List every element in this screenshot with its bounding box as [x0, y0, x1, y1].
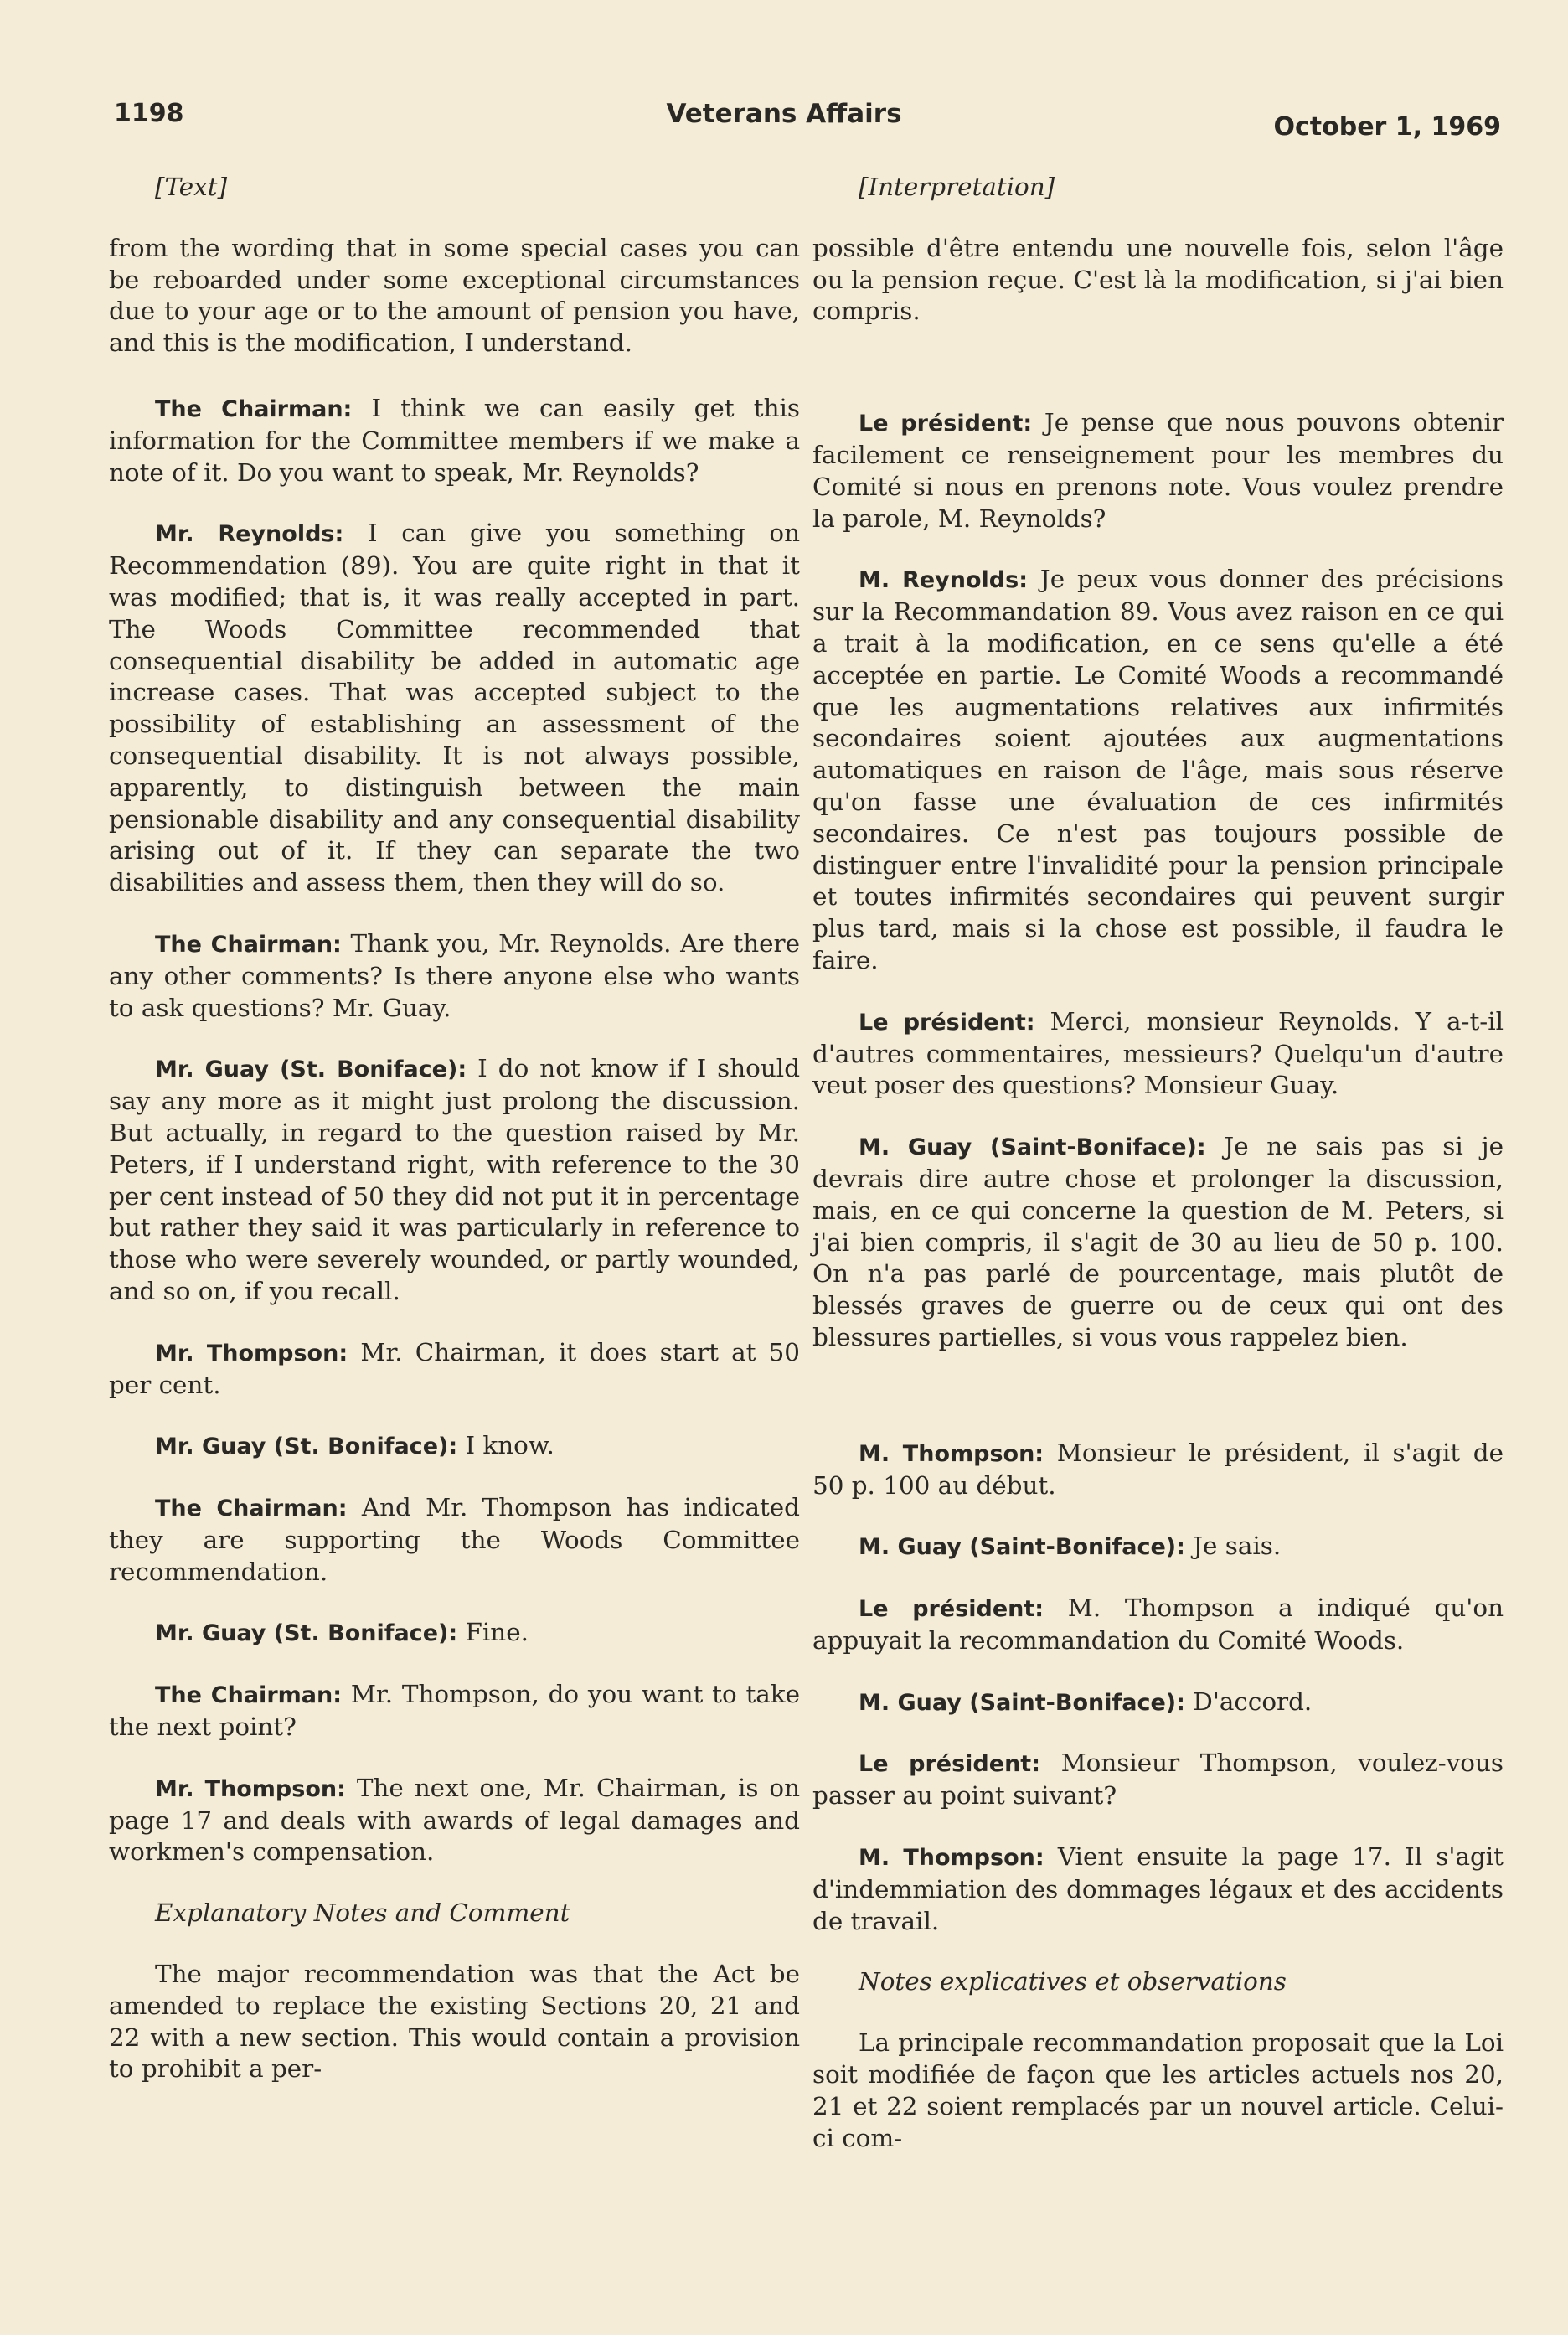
speaker-name: Mr. Thompson:	[155, 1775, 346, 1802]
speaker-name: Mr. Reynolds:	[155, 521, 344, 548]
speech-text: Je peux vous donner des précisions sur la Recommandation 89. Vous avez raison en ce qui a trait à la modification, en ce sens qu'elle a été acceptée en partie. Le Comité Woods a recommandé que les augmentations relatives aux infirmités secondaires soient ajoutées aux augmentations automatiques en raison de l'âge, mais sous réserve qu'on fasse une évaluation de ces infirmités secondaires. Ce n'est pas toujours possible de distinguer entre l'invalidité pour la pension principale et toutes infirmités secondaires qui peuvent surgir plus tard, mais si la chose est possible, il faudra le faire.	[812, 565, 1504, 974]
speech-text: The next one, Mr. Chairman, is on page 17 and deals with awards of legal damages and workmen's compensation.	[109, 1773, 801, 1867]
speech-paragraph	[812, 1531, 1504, 1563]
speech-paragraph	[109, 1430, 800, 1463]
speech-paragraph	[109, 1617, 800, 1650]
speech-paragraph	[109, 518, 800, 899]
speech-paragraph	[109, 1492, 800, 1588]
speech-paragraph	[812, 407, 1504, 535]
speech-paragraph	[812, 1687, 1504, 1719]
speech-text: M. Thompson a indiqué qu'on appuyait la recommandation du Comité Woods.	[812, 1594, 1504, 1655]
speech-paragraph	[109, 393, 800, 488]
speech-text: D'accord.	[1193, 1687, 1313, 1716]
speaker-name: M. Thompson:	[859, 1440, 1044, 1467]
speech-paragraph	[109, 928, 800, 1024]
intro-paragraph: from the wording that in some special cases you can be reboarded under some exceptional circumstances due to your age or to the amount of pension you have, and this is the modification, I understand.	[109, 233, 800, 358]
speech-text: Monsieur le président, il s'agit de 50 p. 100 au début.	[812, 1438, 1504, 1500]
speech-paragraph	[812, 1006, 1504, 1102]
speech-text: Je sais.	[1193, 1532, 1282, 1561]
speech-text: Mr. Chairman, it does start at 50 per cent.	[109, 1337, 801, 1399]
speaker-name: M. Guay (Saint-Boniface):	[859, 1134, 1206, 1161]
speech-text: Monsieur Thompson, voulez-vous passer au point suivant?	[812, 1749, 1504, 1811]
speech-text: I do not know if I should say any more as it might just prolong the discussion. But actually, in regard to the question raised by Mr. Peters, if I understand right, with reference to the 30 per cent instead of 50 they did not put it in percentage but rather they said it was particularly in reference to those who were severely wounded, or partly wounded, and so on, if you recall.	[109, 1054, 801, 1305]
speaker-name: M. Thompson:	[859, 1845, 1044, 1872]
speech-text: Merci, monsieur Reynolds. Y a-t-il d'autres commentaires, messieurs? Quelqu'un d'autre veut poser des questions? Monsieur Guay.	[812, 1006, 1504, 1100]
notes-paragraph: The major recommendation was that the Act be amended to replace the existing Sections 20, 21 and 22 with a new section. This would contain a provision to prohibit a per-	[109, 1960, 800, 2084]
speech-text: I know.	[465, 1431, 554, 1460]
speech-paragraph	[812, 1438, 1504, 1502]
speech-paragraph	[812, 564, 1504, 976]
speech-paragraph	[812, 1748, 1504, 1812]
speech-text: Je ne sais pas si je devrais dire autre chose et prolonger la discussion, mais, en ce qui concerne la question de M. Peters, si j'ai bien compris, il s'agit de 30 au lieu de 50 p. 100. On n'a pas parlé de pourcentage, mais plutôt de blessés graves de guerre ou de ceux qui ont des blessures partielles, si vous vous rappelez bien.	[812, 1132, 1504, 1351]
speech-text: I think we can easily get this information for the Committee members if we make a note of it. Do you want to speak, Mr. Reynolds?	[109, 393, 800, 487]
speech-text: Fine.	[465, 1618, 529, 1647]
column-label: [Text]	[155, 173, 228, 201]
english-column	[109, 172, 800, 2115]
speech-paragraph	[109, 1053, 800, 1307]
speech-text: Vient ensuite la page 17. Il s'agit d'indemmiation des dommages légaux et des accidents de travail.	[812, 1842, 1504, 1935]
intro-paragraph: possible d'être entendu une nouvelle fois, selon l'âge ou la pension reçue. C'est là la modification, si j'ai bien compris.	[812, 233, 1504, 326]
speech-paragraph	[109, 1679, 800, 1744]
speech-text: Thank you, Mr. Reynolds. Are there any other comments? Is there anyone else who wants to ask questions? Mr. Guay.	[109, 928, 800, 1022]
speaker-name: Le président:	[859, 1009, 1035, 1036]
notes-heading: Explanatory Notes and Comment	[155, 1898, 570, 1928]
notes-paragraph: La principale recommandation proposait que la Loi soit modifiée de façon que les articles actuels nos 20, 21 et 22 soient remplacés par un nouvel article. Celui-ci com-	[812, 2028, 1504, 2152]
speaker-name: Le président:	[859, 411, 1033, 437]
speaker-name: The Chairman:	[155, 395, 353, 422]
speech-paragraph	[812, 1842, 1504, 1937]
speaker-name: M. Guay (Saint-Boniface):	[859, 1534, 1185, 1561]
column-label: [Interpretation]	[859, 173, 1055, 201]
speech-text: And Mr. Thompson has indicated they are supporting the Woods Committee recommendation.	[109, 1493, 800, 1586]
speaker-name: Mr. Guay (St. Boniface):	[155, 1434, 458, 1460]
speech-text: Mr. Thompson, do you want to take the next point?	[109, 1680, 800, 1742]
speech-text: Je pense que nous pouvons obtenir facilement ce renseignement pour les membres du Comité si nous en prenons note. Vous voulez prendre la parole, M. Reynolds?	[812, 408, 1504, 533]
speaker-name: Mr. Guay (St. Boniface):	[155, 1056, 467, 1083]
speaker-name: The Chairman:	[155, 1682, 343, 1709]
speaker-name: The Chairman:	[155, 931, 342, 958]
speech-text: I can give you something on Recommendation (89). You are quite right in that it was modified; that is, it was really accepted in part. The Woods Committee recommended that consequential disability be added in automatic age increase cases. That was accepted subject to the possibility of establishing an assessment of the consequential disability. It is not always possible, apparently, to distinguish between the main pensionable disability and any consequential disability arising out of it. If they can separate the two disabilities and assess them, then they will do so.	[109, 519, 800, 897]
speaker-name: M. Guay (Saint-Boniface):	[859, 1689, 1185, 1716]
speaker-name: Mr. Guay (St. Boniface):	[155, 1620, 458, 1647]
notes-heading: Notes explicatives et observations	[859, 1967, 1287, 1997]
speaker-name: M. Reynolds:	[859, 567, 1029, 594]
speech-paragraph	[109, 1337, 800, 1402]
speech-paragraph	[812, 1593, 1504, 1657]
speaker-name: Mr. Thompson:	[155, 1340, 348, 1366]
speech-paragraph	[812, 1131, 1504, 1354]
page-date: October 1, 1969	[1273, 112, 1501, 142]
french-column	[812, 172, 1504, 2183]
page-number: 1198	[114, 99, 184, 128]
speech-paragraph	[109, 1773, 800, 1868]
speaker-name: Le président:	[859, 1596, 1044, 1623]
speaker-name: The Chairman:	[155, 1496, 348, 1522]
speaker-name: Le président:	[859, 1751, 1040, 1778]
page-title: Veterans Affairs	[666, 99, 902, 129]
